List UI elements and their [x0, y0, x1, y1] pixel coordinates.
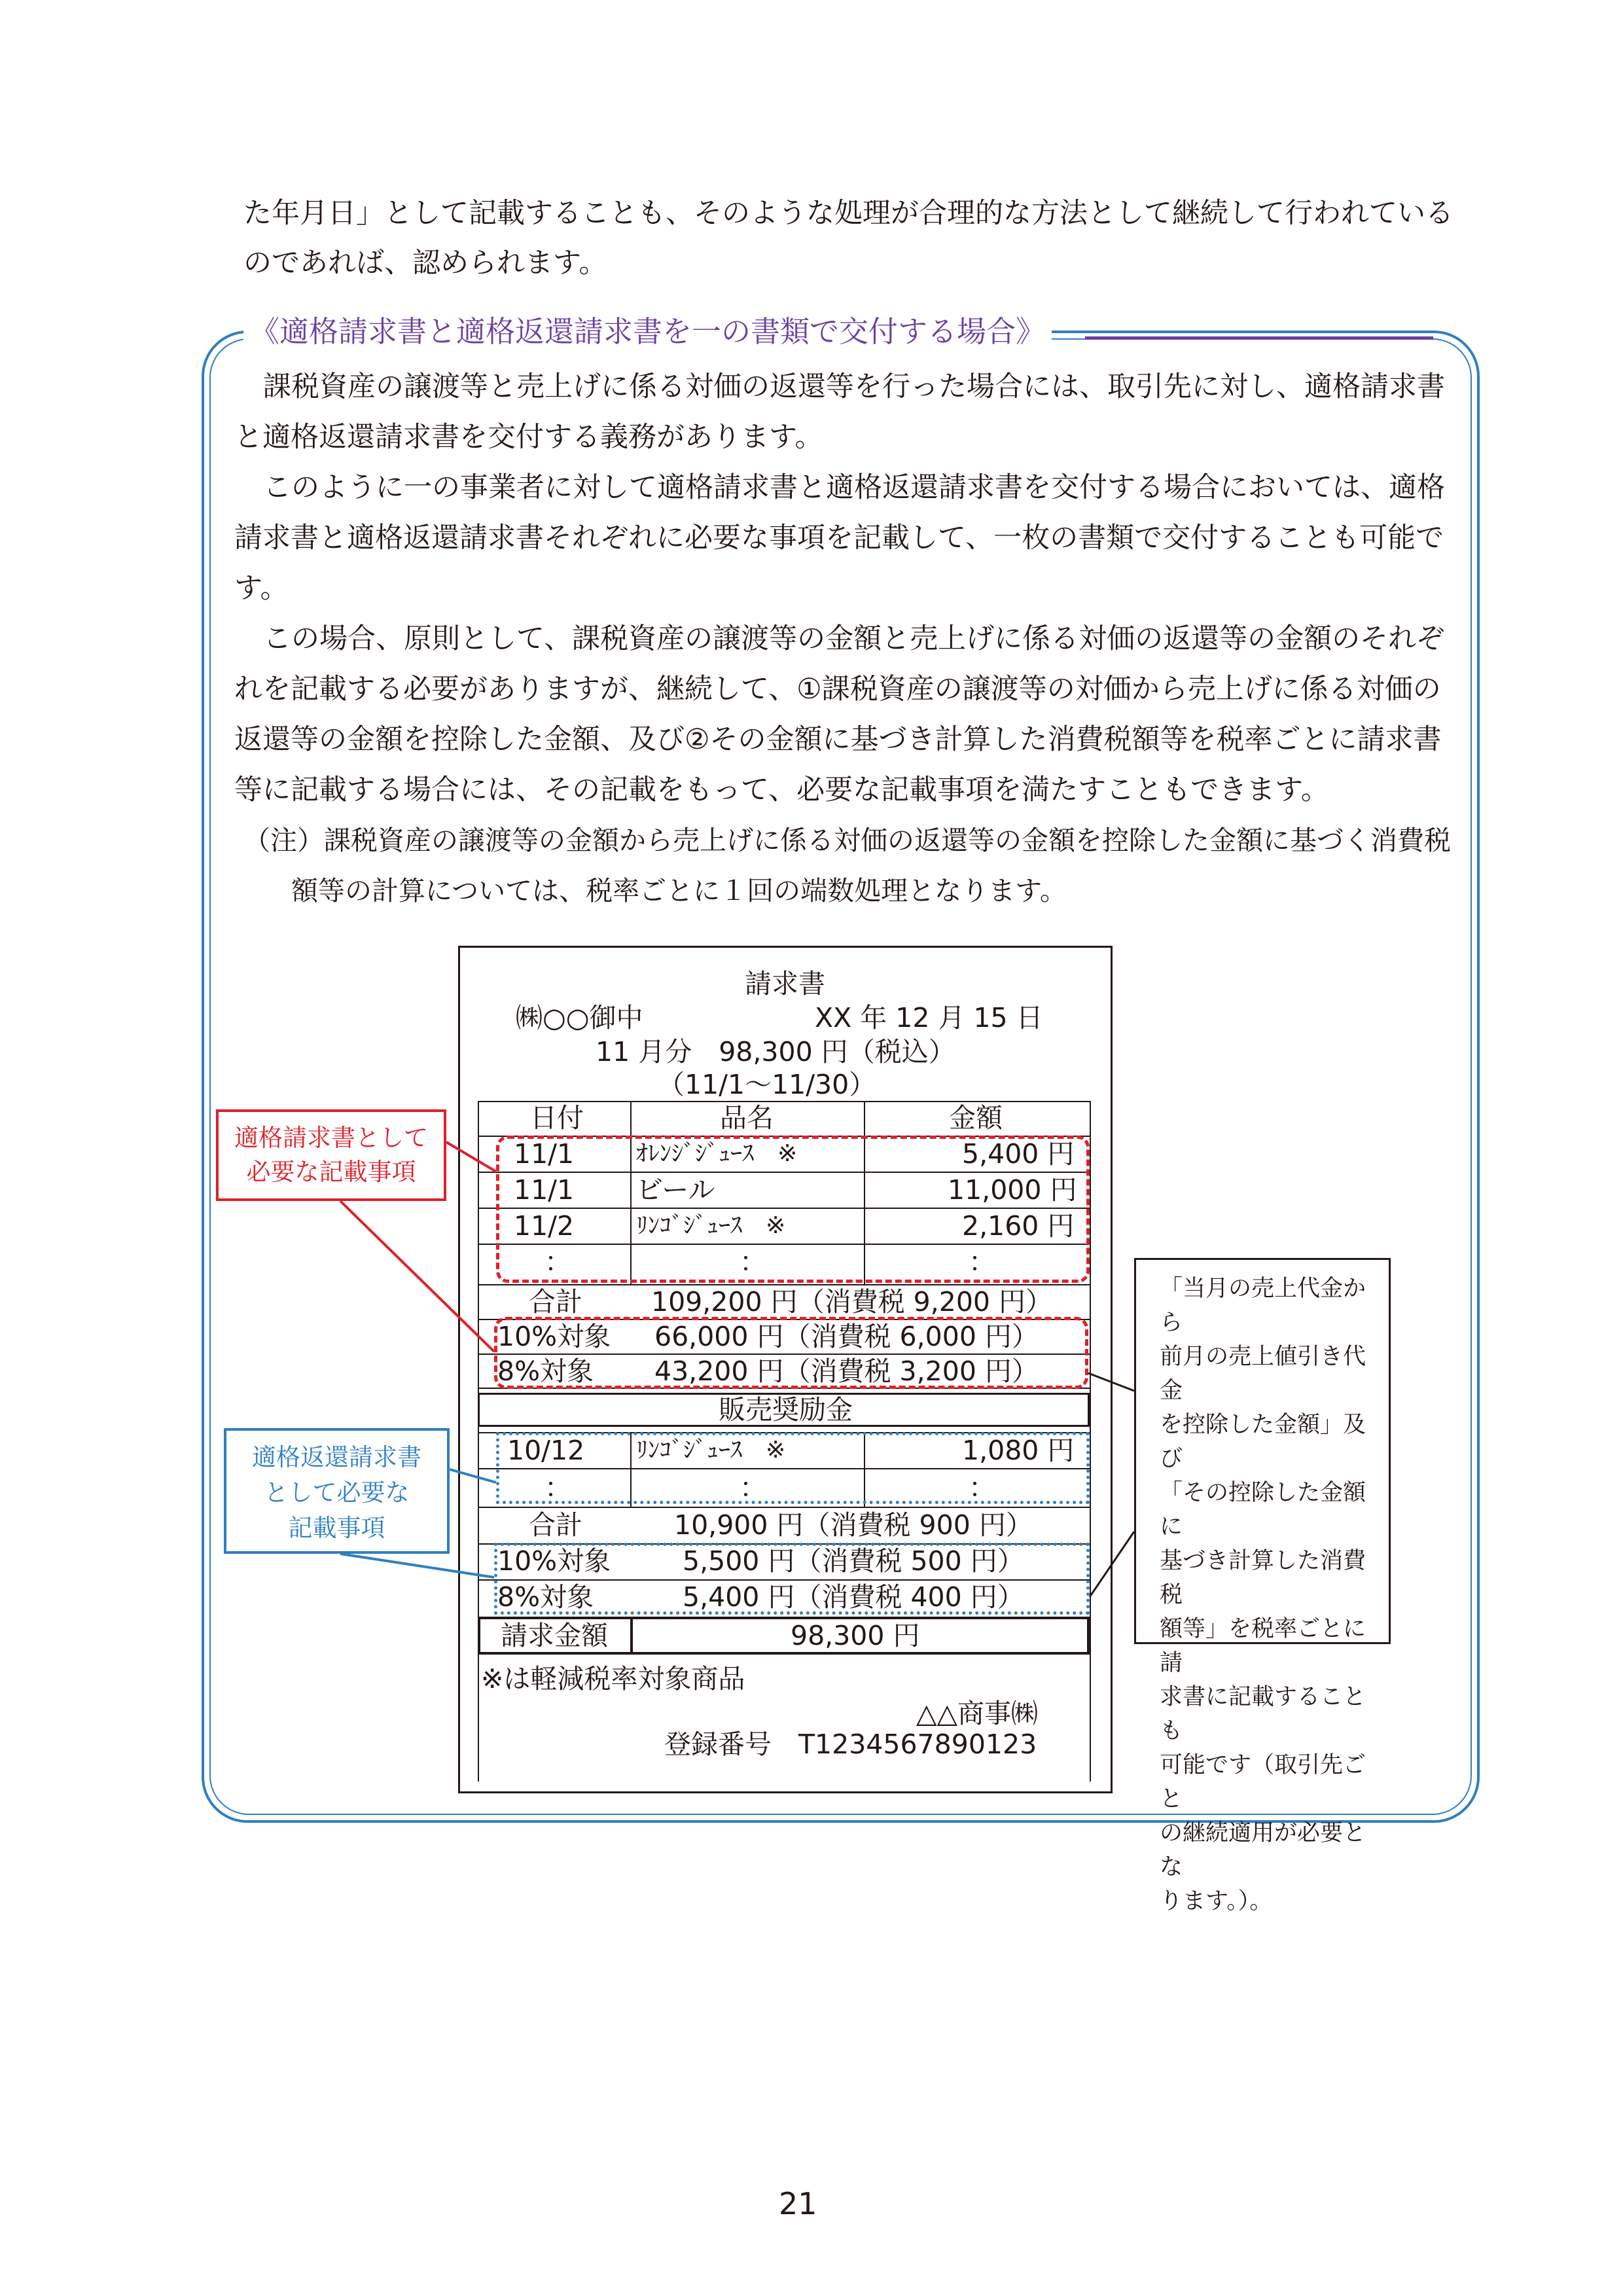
callout-net-amount-note	[1134, 1258, 1391, 1914]
para3-line3: 返還等の金額を控除した金額、及び②その金額に基づき計算した消費税額等を税率ごとに請求書	[234, 723, 1442, 756]
invoice-title: 請求書	[745, 968, 825, 999]
rebate-total-label: 合計	[529, 1509, 582, 1541]
callout-blue-line1: 適格返還請求書	[252, 1443, 421, 1471]
note-line2: 額等の計算については、税率ごとに１回の端数処理となります。	[291, 875, 1067, 906]
para3-line4: 等に記載する場合には、その記載をもって、必要な記載事項を満たすこともできます。	[234, 774, 1329, 806]
note-line1: （注）課税資産の譲渡等の金額から売上げに係る対価の返還等の金額を控除した金額に基づく消費税	[243, 825, 1451, 856]
rebate-10-value: 5,500 円（消費税 500 円）	[683, 1545, 1024, 1577]
sales-total-label: 合計	[529, 1286, 582, 1318]
callout-black-line: の継続適用が必要とな	[1160, 1820, 1366, 1880]
sales-row-1-item: ｵﾚﾝｼﾞｼﾞｭｰｽ ※	[636, 1140, 798, 1167]
sales-row-1-amount: 5,400 円	[962, 1138, 1075, 1170]
col-header-amount: 金額	[949, 1102, 1003, 1134]
section-title: 《適格請求書と適格返還請求書を一の書類で交付する場合》	[243, 308, 1052, 350]
para1-line1: 課税資産の譲渡等と売上げに係る対価の返還等を行った場合には、取引先に対し、適格請求書	[263, 370, 1445, 403]
para2-line2: 請求書と適格返還請求書それぞれに必要な事項を記載して、一枚の書類で交付することも可能で	[234, 522, 1444, 554]
sales-row-4-date: ：	[544, 1246, 571, 1278]
callout-black-line: ります。）。	[1160, 1888, 1273, 1914]
rebate-row-1-amount: 1,080 円	[962, 1435, 1075, 1466]
invoice-date: XX 年 12 月 15 日	[815, 1002, 1043, 1033]
sales-row-3-date: 11/2	[514, 1210, 575, 1242]
intro-line-2: のであれば、認められます。	[243, 247, 607, 279]
callout-black-line: 求書に記載することも	[1160, 1684, 1366, 1744]
invoice-summary: 11 月分 98,300 円（税込）	[596, 1036, 955, 1067]
callout-black-line: 可能です（取引先ごと	[1160, 1752, 1366, 1812]
rebate-8-label: 8%対象	[497, 1581, 594, 1613]
sales-row-3-item: ﾘﾝｺﾞｼﾞｭｰｽ ※	[636, 1212, 786, 1239]
sales-row-2-amount: 11,000 円	[948, 1174, 1077, 1206]
callout-red-line2: 必要な記載事項	[246, 1158, 416, 1186]
callout-black-line: を控除した金額」及び	[1160, 1412, 1366, 1472]
page-number: 21	[779, 2186, 817, 2221]
sales-row-2-date: 11/1	[514, 1174, 575, 1206]
invoice-registration: 登録番号 T1234567890123	[664, 1729, 1037, 1760]
rebate-title: 販売奨励金	[719, 1394, 853, 1426]
para1-line2: と適格返還請求書を交付する義務があります。	[234, 421, 823, 454]
callout-blue-line3: 記載事項	[288, 1514, 385, 1542]
billing-value: 98,300 円	[791, 1620, 920, 1651]
callout-return-invoice-required	[224, 1428, 450, 1554]
rebate-row-2-date: ：	[544, 1472, 571, 1503]
rebate-row-1-item: ﾘﾝｺﾞｼﾞｭｰｽ ※	[636, 1437, 786, 1463]
sales-total-value: 109,200 円（消費税 9,200 円）	[651, 1286, 1053, 1318]
sales-8-value: 43,200 円（消費税 3,200 円）	[654, 1355, 1039, 1387]
sales-8-label: 8%対象	[497, 1355, 594, 1387]
invoice-footnote: ※は軽減税率対象商品	[481, 1663, 745, 1695]
callout-red-line1: 適格請求書として	[234, 1124, 428, 1152]
rebate-10-label: 10%対象	[497, 1545, 611, 1577]
invoice-customer: ㈱○○御中	[516, 1002, 643, 1033]
black-connector-2	[1090, 1532, 1134, 1597]
para3-line2: れを記載する必要がありますが、継続して、①課税資産の譲渡等の対価から売上げに係る対価の	[234, 673, 1441, 706]
sales-row-4-item: ：	[740, 1246, 766, 1278]
black-connector-1	[1088, 1373, 1134, 1391]
red-connector-2	[340, 1201, 494, 1352]
blue-connector-2	[340, 1554, 494, 1577]
callout-black-line: 「その控除した金額に	[1160, 1480, 1366, 1540]
callout-invoice-required	[216, 1109, 446, 1201]
callout-blue-line2: として必要な	[264, 1479, 410, 1507]
red-connector-1	[446, 1142, 496, 1172]
intro-line-1: た年月日」として記載することも、そのような処理が合理的な方法として継続して行われている	[243, 197, 1454, 230]
sales-row-2-item: ビール	[636, 1174, 715, 1206]
callout-black-line: 基づき計算した消費税	[1160, 1548, 1366, 1608]
billing-label: 請求金額	[501, 1620, 608, 1651]
para2-line1: このように一の事業者に対して適格請求書と適格返還請求書を交付する場合においては、適格	[263, 471, 1445, 504]
rebate-row-2-item: ：	[740, 1472, 766, 1503]
callout-black-line: 「当月の売上代金から	[1160, 1276, 1366, 1336]
invoice-period: （11/1～11/30）	[658, 1069, 876, 1100]
col-header-item: 品名	[720, 1102, 774, 1134]
rebate-row-1-date: 10/12	[507, 1435, 585, 1466]
rebate-row-2-amount: ：	[969, 1472, 995, 1503]
sales-row-4-amount: ：	[969, 1246, 995, 1278]
sales-10-label: 10%対象	[497, 1321, 611, 1352]
col-header-date: 日付	[530, 1102, 584, 1134]
rebate-total-value: 10,900 円（消費税 900 円）	[674, 1509, 1033, 1541]
callout-black-line: 前月の売上値引き代金	[1160, 1344, 1366, 1404]
sales-row-3-amount: 2,160 円	[962, 1210, 1075, 1242]
blue-connector-1	[450, 1469, 496, 1482]
sales-10-value: 66,000 円（消費税 6,000 円）	[654, 1321, 1039, 1352]
invoice-issuer: △△商事㈱	[916, 1698, 1039, 1729]
rebate-8-value: 5,400 円（消費税 400 円）	[683, 1581, 1024, 1613]
sales-row-1-date: 11/1	[514, 1138, 575, 1170]
section-title-rule	[1085, 336, 1433, 340]
para2-line3: す。	[234, 572, 289, 605]
callout-black-line: 額等」を税率ごとに請	[1160, 1616, 1366, 1676]
para3-line1: この場合、原則として、課税資産の譲渡等の金額と売上げに係る対価の返還等の金額のそれぞ	[263, 622, 1445, 655]
